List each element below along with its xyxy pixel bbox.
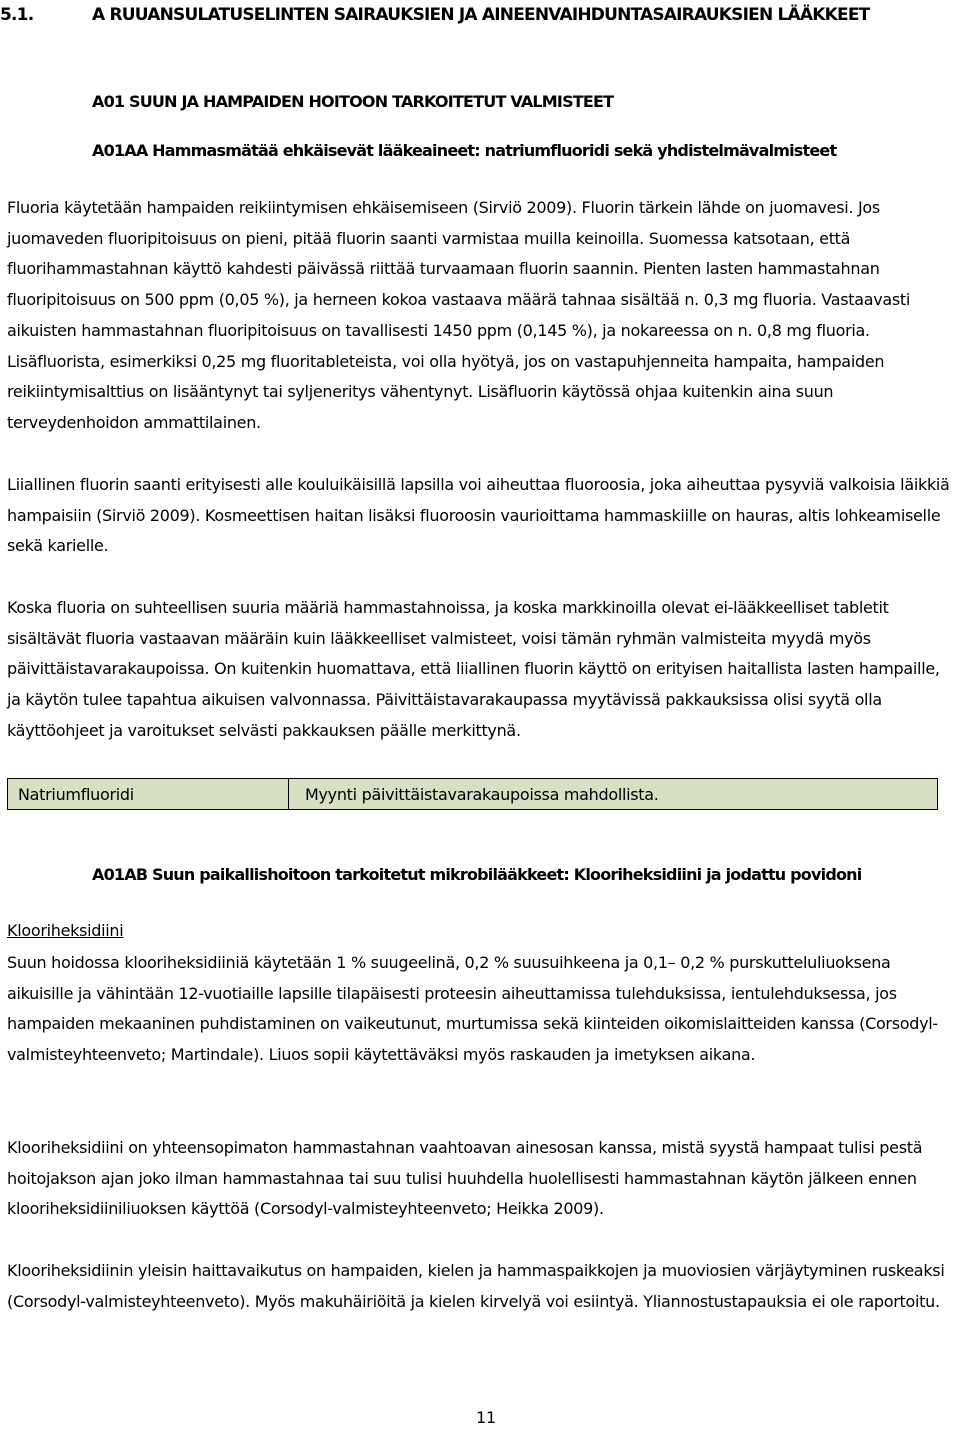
fluoride-paragraph-3: Koska fluoria on suhteellisen suuria määriä hammastahnoissa, ja koska markkinoilla olevat ei-lääkkeelliset tabletit sisältävät fluoria vastaavan määräin kuin lääkkeelliset valmisteet, voisi tämän ryhmän valmisteita myydä myös päivittäistavarakaupoissa. On kuitenkin huomattava, että liiallinen fluorin käyttö on erityisen haitallista lasten hampaille, ja käytön tulee tapahtua aikuisen valvonnassa. Päivittäistavarakaupassa myytävissä pakkauksissa olisi syytä olla käyttöohjeet ja varoitukset selvästi pakkauksen päälle merkittynä. (7, 598, 940, 740)
chlorhexidine-paragraph-2: Klooriheksidiini on yhteensopimaton hammastahnan vaahtoavan ainesosan kanssa, mistä syystä hampaat tulisi pestä hoitojakson ajan joko ilman hammastahnaa tai suu tulisi huuhdella huolellisesti hammastahnan käytön jälkeen ennen klooriheksidiiniliuoksen käyttöä (Corsodyl-valmisteyhteenveto; Heikka 2009). (7, 1138, 923, 1219)
section-title: A RUUANSULATUSELINTEN SAIRAUKSIEN JA AINEENVAIHDUNTASAIRAUKSIEN LÄÄKKEET (92, 5, 870, 25)
page-number: 11 (476, 1408, 496, 1427)
chlorhexidine-paragraph-1: Suun hoidossa klooriheksidiiniä käytetään 1 % suugeelinä, 0,2 % suusuihkeena ja 0,1– 0,2 % purskutteluliuoksena aikuisille ja vähintään 12-vuotiaille lapsille tilapäisesti proteesin aiheuttamissa tulehduksissa, ientulehduksessa, jos hampaiden mekaaninen puhdistaminen on vaikeutunut, murtumissa sekä kiinteiden oikomislaitteiden kanssa (Corsodyl-valmisteyhteenveto; Martindale). Liuos sopii käytettäväksi myös raskauden ja imetyksen aikana. (7, 953, 938, 1065)
chlorhexidine-subtitle: Klooriheksidiini (7, 921, 124, 940)
subsection-title: A01 SUUN JA HAMPAIDEN HOITOON TARKOITETUT VALMISTEET (92, 92, 614, 111)
table-cell-substance: Natriumfluoridi (8, 779, 289, 809)
chlorhexidine-paragraph-3: Klooriheksidiinin yleisin haittavaikutus on hampaiden, kielen ja hammaspaikkojen ja muoviosien värjäytyminen ruskeaksi (Corsodyl-valmisteyhteenveto). Myös makuhäiriöitä ja kielen kirvelyä voi esiintyä. Yliannostustapauksia ei ole raportoitu. (7, 1261, 945, 1311)
group-a01ab-title: A01AB Suun paikallishoitoon tarkoitetut mikrobilääkkeet: Klooriheksidiini ja jodattu povidoni (92, 865, 862, 884)
fluoride-paragraph-2: Liiallinen fluorin saanti erityisesti alle kouluikäisillä lapsilla voi aiheuttaa fluoroosia, joka aiheuttaa pysyviä valkoisia läikkiä hampaisiin (Sirviö 2009). Kosmeettisen haitan lisäksi fluoroosin vaurioittama hammaskiille on hauras, altis lohkeamiselle sekä karielle. (7, 475, 950, 556)
table-cell-status: Myynti päivittäistavarakaupoissa mahdollista. (305, 784, 659, 804)
group-a01aa-title: A01AA Hammasmätää ehkäisevät lääkeaineet: natriumfluoridi sekä yhdistelmävalmisteet (92, 141, 837, 160)
availability-table (7, 778, 938, 810)
fluoride-paragraph-1: Fluoria käytetään hampaiden reikiintymisen ehkäisemiseen (Sirviö 2009). Fluorin tärkein lähde on juomavesi. Jos juomaveden fluoripitoisuus on pieni, pitää fluorin saanti varmistaa muilla keinoilla. Suomessa katsotaan, että fluorihammastahnan käyttö kahdesti päivässä riittää turvaamaan fluorin saannin. Pienten lasten hammastahnan fluoripitoisuus on 500 ppm (0,05 %), ja herneen kokoa vastaava määrä tahnaa sisältää n. 0,3 mg fluoria. Vastaavasti aikuisten hammastahnan fluoripitoisuus on tavallisesti 1450 ppm (0,145 %), ja nokareessa on n. 0,8 mg fluoria. Lisäfluorista, esimerkiksi 0,25 mg fluoritableteista, voi olla hyötyä, jos on vastapuhjenneita hampaita, hampaiden reikiintymisalttius on lisääntynyt tai syljeneritys vähentynyt. Lisäfluorin käytössä ohjaa kuitenkin aina suun terveydenhoidon ammattilainen. (7, 198, 911, 432)
section-number: 5.1. (0, 5, 34, 25)
